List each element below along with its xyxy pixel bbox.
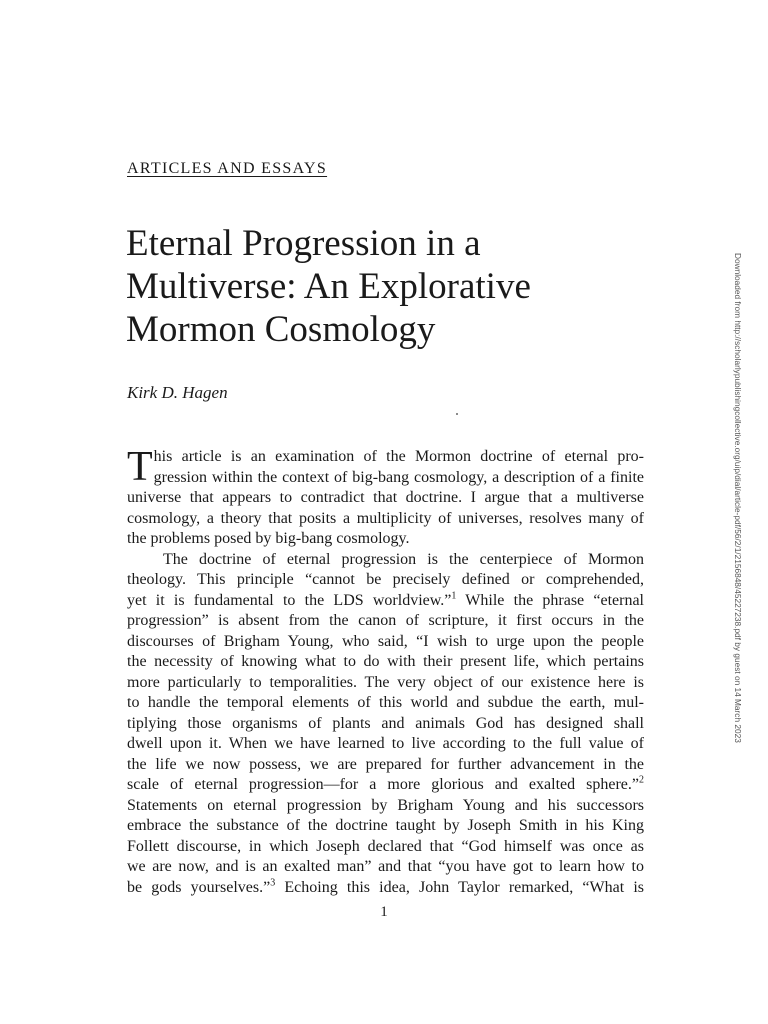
body-line-text: The doctrine of eternal progression is the centerpiece of Mormon [163, 550, 644, 568]
body-line [127, 837, 644, 858]
title-line: Multiverse: An Explorative [126, 266, 531, 307]
body-line-text: the problems posed by big-bang cosmology. [127, 530, 410, 547]
body-line [127, 591, 644, 612]
body-line [127, 816, 644, 837]
body-line [127, 652, 644, 673]
body-line-text: to handle the temporal elements of this world and subdue the earth, mul- [127, 694, 644, 711]
title-line: Mormon Cosmology [126, 309, 436, 350]
body-line-text: universe that appears to contradict that doctrine. I argue that a multiverse [127, 489, 644, 506]
drop-cap: T [127, 444, 153, 490]
body-line [127, 509, 644, 530]
body-line-text: tiplying those organisms of plants and animals God has designed shall [127, 714, 644, 732]
body-line [127, 734, 644, 755]
body-line-text: While the phrase “eternal [456, 591, 645, 609]
body-line [127, 529, 644, 550]
body-line-text: more particularly to temporalities. The very object of our existence here is [127, 673, 644, 691]
body-line-text: the life we now possess, we are prepared for further advancement in the [127, 755, 644, 773]
body-line-text: be gods yourselves.” [127, 878, 271, 896]
footnote-marker[interactable]: 3 [270, 877, 276, 889]
body-line-text: dwell upon it. When we have learned to live according to the full value of [127, 735, 644, 752]
body-line [127, 632, 644, 653]
title-line: Eternal Progression in a [126, 223, 481, 264]
body-line [127, 570, 644, 591]
body-line [127, 611, 644, 632]
body-line-text: Echoing this idea, John Taylor remarked, “What is [275, 878, 645, 896]
download-watermark: Downloaded from http://scholarlypublishingcollective.org/uip/dial/article-pdf/56/2/1/2156848/45227238.pdf by guest on 14 March 2023 [733, 253, 743, 743]
body-line [127, 714, 644, 735]
body-line-text: Statements on eternal progression by Brigham Young and his successors [127, 796, 644, 814]
body-line [127, 796, 644, 817]
body-line [127, 673, 644, 694]
body-line-text: the necessity of knowing what to do with their present life, which pertains [127, 653, 644, 670]
body-line-text: embrace the substance of the doctrine taught by Joseph Smith in his King [127, 817, 644, 834]
body-line-text: Follett discourse, in which Joseph declared that “God himself was once as [127, 837, 644, 855]
body-line-text: scale of eternal progression—for a more glorious and exalted sphere.” [127, 776, 639, 793]
body-line-text: gression within the context of big-bang cosmology, a description of a finite [153, 468, 644, 486]
body-line [127, 878, 644, 899]
body-line-text: discourses of Brigham Young, who said, “I wish to urge upon the people [127, 632, 644, 650]
body-line-text: theology. This principle “cannot be precisely defined or comprehended, [127, 571, 644, 588]
stray-dot [456, 413, 458, 415]
body-line [127, 468, 644, 489]
body-line-text: progression” is absent from the canon of scripture, it first occurs in the [127, 612, 644, 629]
body-line [127, 775, 644, 796]
article-title [126, 222, 646, 351]
body-line-text: we are now, and is an exalted man” and that “you have got to learn how to [127, 858, 644, 875]
body-line-text: his article is an examination of the Mormon doctrine of eternal pro- [153, 448, 644, 465]
body-line [127, 550, 644, 571]
article-body [127, 444, 645, 898]
page-number: 1 [380, 904, 388, 920]
body-line [127, 857, 644, 878]
section-label: ARTICLES AND ESSAYS [127, 160, 328, 177]
footnote-marker[interactable]: 2 [639, 774, 644, 786]
body-line-text: cosmology, a theory that posits a multiplicity of universes, resolves many of [127, 509, 644, 527]
footnote-marker[interactable]: 1 [451, 590, 457, 602]
body-line [127, 693, 644, 714]
body-line-text: yet it is fundamental to the LDS worldview.” [127, 591, 452, 609]
author-name: Kirk D. Hagen [127, 383, 228, 402]
body-line [127, 488, 644, 509]
body-line [127, 755, 644, 776]
